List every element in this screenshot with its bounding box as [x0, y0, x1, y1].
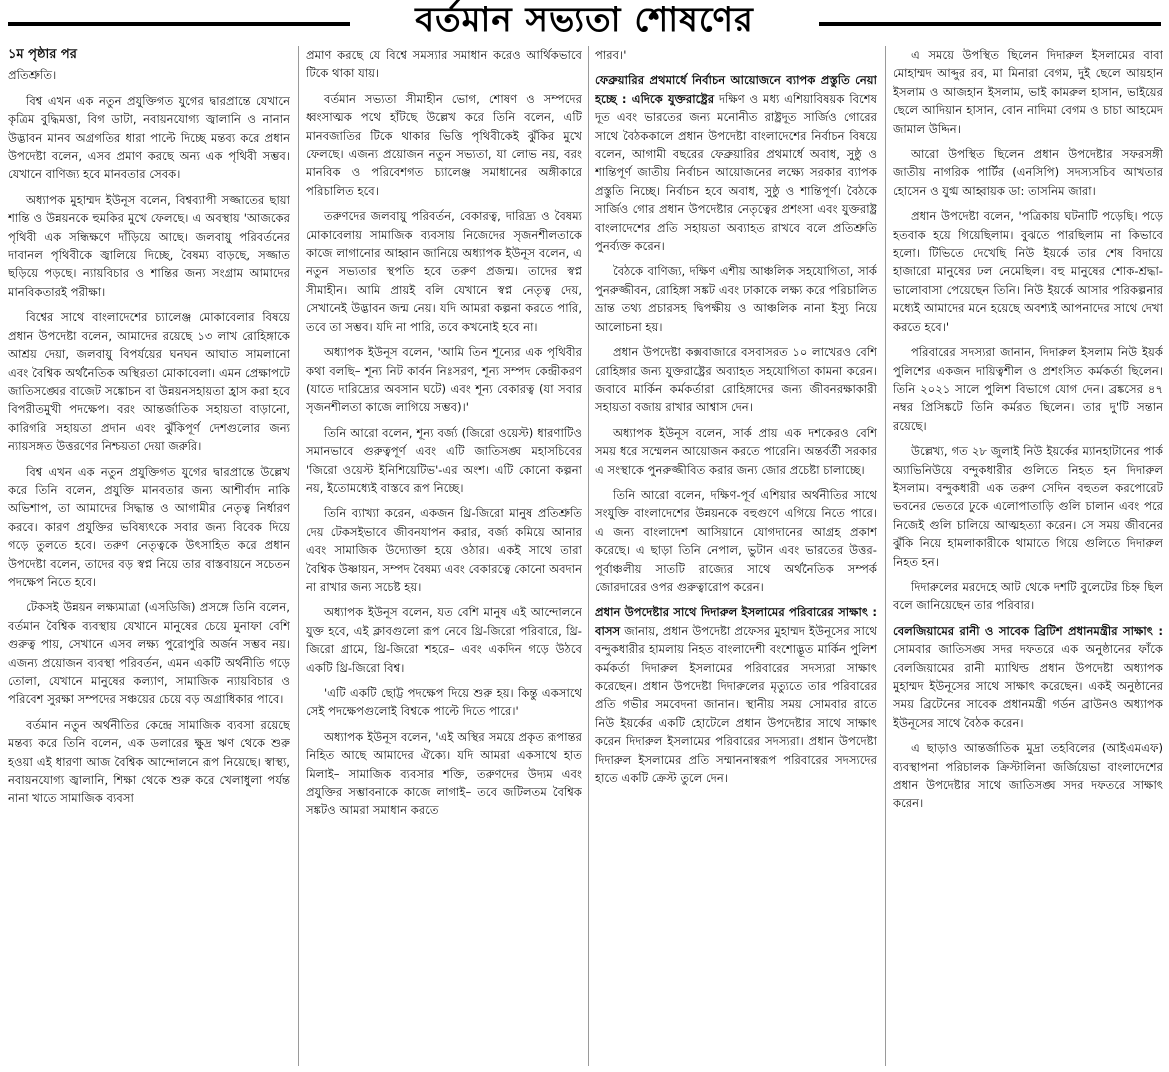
headline: বর্তমান সভ্যতা শোষণের: [415, 0, 754, 40]
paragraph: পারব।': [595, 48, 627, 62]
paragraph: বিশ্ব এখন এক নতুন প্রযুক্তিগত যুগের দ্বারপ্রান্তে যেখানে কৃত্রিম বুদ্ধিমত্তা, বিগ ডাটা, নবায়নযোগ্য জ্বালানি ও নানান উদ্ভাবন মানব অগ্রগতির ধারা পাল্টে দিচ্ছে মন্তব্য করে প্রধান উপদেষ্টা বলেন, এসব প্রমাণ করছে অন্য এক পৃথিবী সম্ভব। যেখানে বাণিজ্য হবে মানবতার সেবক।: [8, 93, 290, 182]
column-1: [8, 46, 290, 1068]
column-divider: [588, 46, 589, 1066]
paragraph: প্রতিশ্রুতি।: [8, 68, 57, 83]
paragraph-text: সোমবার জাতিসঙ্ঘ সদর দফতরে এক অনুষ্ঠানের ফাঁকে বেলজিয়ামের রানী ম্যাথিল্ড প্রধান উপদেষ্টা অধ্যাপক মুহাম্মদ ইউনূসের সাথে সাক্ষাৎ করেছেন। একই অনুষ্ঠানের সময় ব্রিটেনের সাবেক প্রধানমন্ত্রী গর্ডন ব্রাউনও অধ্যাপক ইউনূসের সাথে বৈঠক করেন।: [893, 642, 1163, 730]
paragraph: 'এটি একটি ছোট্ট পদক্ষেপ দিয়ে শুরু হয়। কিন্তু একসাথে সেই পদক্ষেপগুলোই বিশ্বকে পাল্টে দিতে পারে।': [306, 686, 582, 719]
paragraph: অধ্যাপক ইউনূস বলেন, 'এই অস্থির সময়ে প্রকৃত রূপান্তর নিহিত আছে আমাদের ঐক্যে। যদি আমরা একসাথে হাত মিলাই– সামাজিক ব্যবসার শক্তি, তরুণদের উদ্যম এবং প্রযুক্তির সম্ভাবনাকে কাজে লাগাই– তবে জটিলতম বৈশ্বিক সঙ্কটও আমরা সমাধান করতে: [306, 729, 582, 818]
column-divider: [885, 46, 886, 1066]
continued-from-label: ১ম পৃষ্ঠার পর: [8, 47, 77, 62]
paragraph: অধ্যাপক ইউনূস বলেন, 'আমি তিন শূন্যের এক পৃথিবীর কথা বলছি– শূন্য নিট কার্বন নিঃসরণ, শূন্য সম্পদ কেন্দ্রীকরণ (যাতে দারিদ্র্যের অবসান ঘটে) এবং শূন্য বেকারত্ব (যা সবার সৃজনশীলতা কাজে লাগিয়ে সম্ভব)।': [306, 345, 582, 415]
paragraph: এ সময়ে উপস্থিত ছিলেন দিদারুল ইসলামের বাবা মোহাম্মদ আব্দুর রব, মা মিনারা বেগম, দুই ছেলে আয়হান ইসলাম ও আজহান ইসলাম, ভাই কামরুল হাসান, ভাইয়ের ছেলে আদিয়ান হাসান, বোন নাদিমা বেগম ও চাচা আহমেদ জামাল উদ্দিন।: [893, 48, 1163, 136]
paragraph: উল্লেখ্য, গত ২৮ জুলাই নিউ ইয়র্কের ম্যানহাটানের পার্ক অ্যাভিনিউয়ে বন্দুকধারীর গুলিতে নিহত হন দিদারুল ইসলাম। বন্দুকধারী এক তরুণ সেদিন বহুতল করপোরেট ভবনের ভেতরে ঢুকে এলোপাতাড়ি গুলি চালান এবং পরে নিজেই গুলি চালিয়ে আত্মহত্যা করেন। সে সময় জীবনের ঝুঁকি নিয়ে হামলাকারীকে থামাতে গিয়ে গুলিতে দিদারুল নিহত হন।: [893, 444, 1163, 569]
column-divider: [298, 46, 299, 1066]
paragraph: প্রধান উপদেষ্টা কক্সবাজারে বসবাসরত ১০ লাখেরও বেশি রোহিঙ্গার জন্য যুক্তরাষ্ট্রের অব্যাহত সহযোগিতা কামনা করেন। জবাবে মার্কিন কর্মকর্তারা রোহিঙ্গাদের জন্য জীবনরক্ষাকারী সহায়তা বজায় রাখার আশ্বাস দেন।: [595, 345, 877, 415]
article-header: [0, 0, 1169, 40]
paragraph: পরিবারের সদস্যরা জানান, দিদারুল ইসলাম নিউ ইয়র্ক পুলিশের একজন দায়িত্বশীল ও প্রশংসিত কর্মকর্তা ছিলেন। তিনি ২০২১ সালে পুলিশ বিভাগে যোগ দেন। ব্রঙ্কসের ৪৭ নম্বর প্রিসিঙ্কটে তিনি কর্মরত ছিলেন। তার দু'টি সন্তান রয়েছে।: [893, 345, 1163, 433]
subhead-election: ফেব্রুয়ারির প্রথমার্ধে নির্বাচন আয়োজনে ব্যাপক প্রস্তুতি নেয়া হচ্ছে : এদিকে যুক্তরাষ্ট্রের: [595, 73, 877, 106]
subhead-royal: বেলজিয়ামের রানী ও সাবেক ব্রিটিশ প্রধানমন্ত্রীর সাক্ষাৎ :: [893, 623, 1163, 638]
paragraph: বর্তমান সভ্যতা সীমাহীন ভোগ, শোষণ ও সম্পদের ধ্বংসাত্মক পথে হাঁটছে উল্লেখ করে তিনি বলেন, এটি মানবজাতির টিকে থাকার ভিত্তি পৃথিবীকেই ঝুঁকির মুখে ফেলছে। এজন্য প্রয়োজন নতুন সভ্যতা, যা লোভ নয়, বরং মানবিক ও পরিবেশগত চ্যালেঞ্জ সমাধানের অঙ্গীকারে পরিচালিত হবে।: [306, 91, 582, 198]
paragraph: তরুণদের জলবায়ু পরিবর্তন, বেকারত্ব, দারিদ্র্য ও বৈষম্য মোকাবেলায় সামাজিক ব্যবসায় নিজেদের সৃজনশীলতাকে কাজে লাগানোর আহ্বান জানিয়ে অধ্যাপক ইউনূস বলেন, এ নতুন সভ্যতার স্থপতি হবে তরুণ প্রজন্ম। তাদের স্বপ্ন সীমাহীন। আমি প্রায়ই বলি যেখানে স্বপ্ন নেতৃত্ব দেয়, সেখানেই উদ্ভাবন জন্ম নেয়। যদি আমরা কল্পনা করতে পারি, তবে তা সম্ভব। যদি না পারি, তবে কখনোই হবে না।: [306, 209, 582, 334]
header-rule-left: [8, 22, 350, 26]
paragraph: অধ্যাপক ইউনূস বলেন, সার্ক প্রায় এক দশকেরও বেশি সময় ধরে সম্মেলন আয়োজন করতে পারেনি। অন্তর্বর্তী সরকার এ সংস্থাকে পুনরুজ্জীবিত করার জন্য জোর প্রচেষ্টা চালাচ্ছে।: [595, 425, 877, 477]
column-4: [893, 46, 1163, 1068]
paragraph: প্রমাণ করছে যে বিশ্বে সমস্যার সমাধান করেও আর্থিকভাবে টিকে থাকা যায়।: [306, 48, 582, 81]
paragraph: এ ছাড়াও আন্তর্জাতিক মুদ্রা তহবিলের (আইএমএফ) ব্যবস্থাপনা পরিচালক ক্রিস্টালিনা জর্জিয়েভা বাংলাদেশের প্রধান উপদেষ্টার সাথে জাতিসঙ্ঘ সদর দফতরে সাক্ষাৎ করেন।: [893, 741, 1163, 811]
paragraph: তিনি আরো বলেন, শূন্য বর্জ্য (জিরো ওয়েস্ট) ধারণাটিও সমানভাবে গুরুত্বপূর্ণ এবং এটি জাতিসঙ্ঘ মহাসচিবের 'জিরো ওয়েস্ট ইনিশিয়েটিভ'-এর অংশ। এটি কোনো কল্পনা নয়, ইতোমধ্যেই বাস্তবে রূপ নিচ্ছে।: [306, 425, 582, 495]
paragraph: অধ্যাপক ইউনূস বলেন, যত বেশি মানুষ এই আন্দোলনে যুক্ত হবে, এই ক্লাবগুলো রূপ নেবে থ্রি-জিরো পরিবারে, থ্রি-জিরো গ্রামে, থ্রি-জিরো শহরে– এবং একদিন গড়ে উঠবে একটি থ্রি-জিরো বিশ্ব।: [306, 605, 582, 675]
paragraph: বর্তমান নতুন অর্থনীতির কেন্দ্রে সামাজিক ব্যবসা রয়েছে মন্তব্য করে তিনি বলেন, এক ডলারের ক্ষুদ্র ঋণ থেকে শুরু হওয়া এই ধারণা আজ বৈশ্বিক আন্দোলনে রূপ নিয়েছে। স্বাস্থ্য, নবায়নযোগ্য জ্বালানি, শিক্ষা থেকে শুরু করে খেলাধুলা পর্যন্ত নানা খাতে সামাজিক ব্যবসা: [8, 717, 290, 806]
paragraph: তিনি ব্যাখ্যা করেন, একজন থ্রি-জিরো মানুষ প্রতিশ্রুতি দেয় টেকসইভাবে জীবনযাপন করার, বর্জ্য কমিয়ে আনার এবং সামাজিক উদ্যোক্তা হয়ে ওঠার। একই সাথে তারা বৈশ্বিক উষ্ণায়ন, সম্পদ বৈষম্য এবং বেকারত্বে কোনো অবদান না রাখার জন্য সচেষ্ট হয়।: [306, 506, 582, 594]
paragraph: তিনি আরো বলেন, দক্ষিণ-পূর্ব এশিয়ার অর্থনীতির সাথে সংযুক্তি বাংলাদেশের উন্নয়নকে বহুগুণে এগিয়ে নিতে পারে। এ জন্য বাংলাদেশ আসিয়ানে যোগদানের আগ্রহ প্রকাশ করেছে। এ ছাড়া তিনি নেপাল, ভুটান এবং ভারতের উত্তর-পূর্বাঞ্চলীয় সাতটি রাজ্যের সাথে অর্থনৈতিক সম্পর্ক জোরদারের ওপর গুরুত্বারোপ করেন।: [595, 487, 877, 594]
paragraph: আরো উপস্থিত ছিলেন প্রধান উপদেষ্টার সফরসঙ্গী জাতীয় নাগরিক পার্টির (এনসিপি) সদস্যসচিব আখতার হোসেন ও যুগ্ম আহ্বায়ক ডা: তাসনিম জারা।: [893, 147, 1163, 198]
subhead-family: প্রধান উপদেষ্টার সাথে দিদারুল ইসলামের পরিবারের সাক্ষাৎ : বাসস: [595, 605, 877, 638]
header-rule-right: [819, 22, 1161, 26]
paragraph: বৈঠকে বাণিজ্য, দক্ষিণ এশীয় আঞ্চলিক সহযোগিতা, সার্ক পুনরুজ্জীবন, রোহিঙ্গা সঙ্কট এবং ঢাকাকে লক্ষ্য করে পরিচালিত ভ্রান্ত তথ্য প্রচারসহ দ্বিপক্ষীয় ও আঞ্চলিক নানা ইস্যু নিয়ে আলোচনা হয়।: [595, 264, 877, 334]
paragraph-text: দক্ষিণ ও মধ্য এশিয়াবিষয়ক বিশেষ দূত এবং ভারতের জন্য মনোনীত রাষ্ট্রদূত সার্জিও গোরের সাথে বৈঠককালে প্রধান উপদেষ্টা বাংলাদেশের নির্বাচন বিষয়ে বলেন, আগামী বছরের ফেব্রুয়ারির প্রথমার্ধে অবাধ, সুষ্ঠু ও শান্তিপূর্ণ জাতীয় নির্বাচন আয়োজনের লক্ষ্যে সরকার ব্যাপক প্রস্তুতি নিচ্ছে। নির্বাচন হবে অবাধ, সুষ্ঠু ও শান্তিপূর্ণ। বৈঠকে সার্জিও গোর প্রধান উপদেষ্টার নেতৃত্বের প্রশংসা এবং যুক্তরাষ্ট্র বাংলাদেশের প্রতি সহায়তা অব্যাহত রাখবে বলে প্রতিশ্রুতি পুনর্ব্যক্ত করেন।: [595, 91, 877, 254]
subhead-paragraph: [893, 622, 1163, 732]
paragraph: বিশ্ব এখন এক নতুন প্রযুক্তিগত যুগের দ্বারপ্রান্তে উল্লেখ করে তিনি বলেন, প্রযুক্তি মানবতার জন্য আশীর্বাদ নাকি অভিশাপ, তা আমাদের সিদ্ধান্ত ও আগামীর নেতৃত্ব নির্ধারণ করবে। কারণ প্রযুক্তির ভবিষ্যৎকে সবার জন্য বিবেক দিয়ে গড়ে তুলতে হবে। তরুণ নেতৃত্বকে উৎসাহিত করে প্রধান উপদেষ্টা বলেন, তাদের বড় স্বপ্ন নিয়ে তার বাস্তবায়নে সচেতন পদক্ষেপ নিতে হবে।: [8, 464, 290, 589]
paragraph: অধ্যাপক মুহাম্মদ ইউনূস বলেন, বিশ্বব্যাপী সজ্জাতের ছায়া শান্তি ও উন্নয়নকে হুমকির মুখে ফেলছে। এ অবস্থায় 'আজকের পৃথিবী এক সন্ধিক্ষণে দাঁড়িয়ে আছে। জলবায়ু পরিবর্তনের দাবানল পৃথিবীকে জ্বালিয়ে দিচ্ছে, বৈষম্য বাড়ছে, সজ্জাত ছড়িয়ে পড়ছে। ন্যায়বিচার ও শান্তির জন্য সংগ্রাম আমাদের মানবিকতারই পরীক্ষা।: [8, 192, 290, 299]
paragraph-text: জানায়, প্রধান উপদেষ্টা প্রফেসর মুহাম্মদ ইউনূসের সাথে বন্দুকধারীর হামলায় নিহত বাংলাদেশী বংশোদ্ভূত মার্কিন পুলিশ কর্মকর্তা দিদারুল ইসলামের পরিবারের সদস্যরা সাক্ষাৎ করেছেন। প্রধান উপদেষ্টা দিদারুলের মৃত্যুতে তার পরিবারের প্রতি গভীর সমবেদনা জানান। স্থানীয় সময় সোমবার রাতে নিউ ইয়র্কের একটি হোটেলে প্রধান উপদেষ্টার সাথে সাক্ষাৎ করেন দিদারুল ইসলামের পরিবারের সদস্যরা। প্রধান উপদেষ্টা দিদারুল ইসলামের প্রতি সম্মাননাস্বরূপ পরিবারের সদস্যদের হাতে একটি ক্রেস্ট তুলে দেন।: [595, 623, 877, 786]
subhead-paragraph: [595, 71, 877, 255]
paragraph: টেকসই উন্নয়ন লক্ষ্যমাত্রা (এসডিজি) প্রসঙ্গে তিনি বলেন, বর্তমান বৈশ্বিক ব্যবস্থায় যেখানে মানুষের চেয়ে মুনাফা বেশি গুরুত্ব পায়, সেখানে এসব লক্ষ্য পুরোপুরি অর্জন সম্ভব নয়। এজন্য প্রয়োজন ব্যবস্থা পরিবর্তন, এমন একটি অর্থনীতি গড়ে তোলা, যেখানে মানুষের কল্যাণ, সামাজিক ন্যায়বিচার ও পরিবেশ সুরক্ষা সম্পদের সঞ্চয়ের চেয়ে বড় অগ্রাধিকার পাবে।: [8, 600, 290, 707]
paragraph: দিদারুলের মরদেহে আট থেকে দশটি বুলেটের চিহ্ন ছিল বলে জানিয়েছেন তার পরিবার।: [893, 579, 1163, 613]
paragraph: প্রধান উপদেষ্টা বলেন, 'পত্রিকায় ঘটনাটি পড়েছি। পড়ে হতবাক হয়ে গিয়েছিলাম। বুঝতে পারছিলাম না কিভাবে হলো। টিভিতে দেখেছি নিউ ইয়র্কে তার শেষ বিদায়ে হাজারো মানুষের ঢল নেমেছিল। বহু মানুষের শোক-শ্রদ্ধা-ভালোবাসা পেয়েছেন তিনি। নিউ ইয়র্কে আসার পরিকল্পনার মধ্যেই আমাদের মনে হয়েছে অবশ্যই আপনাদের সাথে দেখা করতে হবে।': [893, 209, 1163, 334]
column-3: [595, 46, 877, 1068]
column-2: [306, 46, 582, 1068]
paragraph: বিশ্বের সাথে বাংলাদেশের চ্যালেঞ্জ মোকাবেলার বিষয়ে প্রধান উপদেষ্টা বলেন, আমাদের রয়েছে ১৩ লাখ রোহিঙ্গাকে আশ্রয় দেয়া, জলবায়ু বিপর্যয়ের ঘনঘন আঘাত সামলানো এবং বৈশ্বিক অর্থনৈতিক অস্থিরতা মোকাবেলা। এমন প্রেক্ষাপটে জাতিসঙ্ঘের বাজেট সঙ্কোচন বা উন্নয়নসহায়তা হ্রাস করা হবে বিপরীতমুখী পদক্ষেপ। বরং আন্তর্জাতিক সহায়তা বাড়ানো, কারিগরি সহায়তা প্রদান এবং ঝুঁকিপূর্ণ দেশগুলোর জন্য ন্যায়সঙ্গত উত্তরণের নিশ্চয়তা দেয়া জরুরি।: [8, 310, 290, 454]
subhead-paragraph: [595, 603, 877, 787]
